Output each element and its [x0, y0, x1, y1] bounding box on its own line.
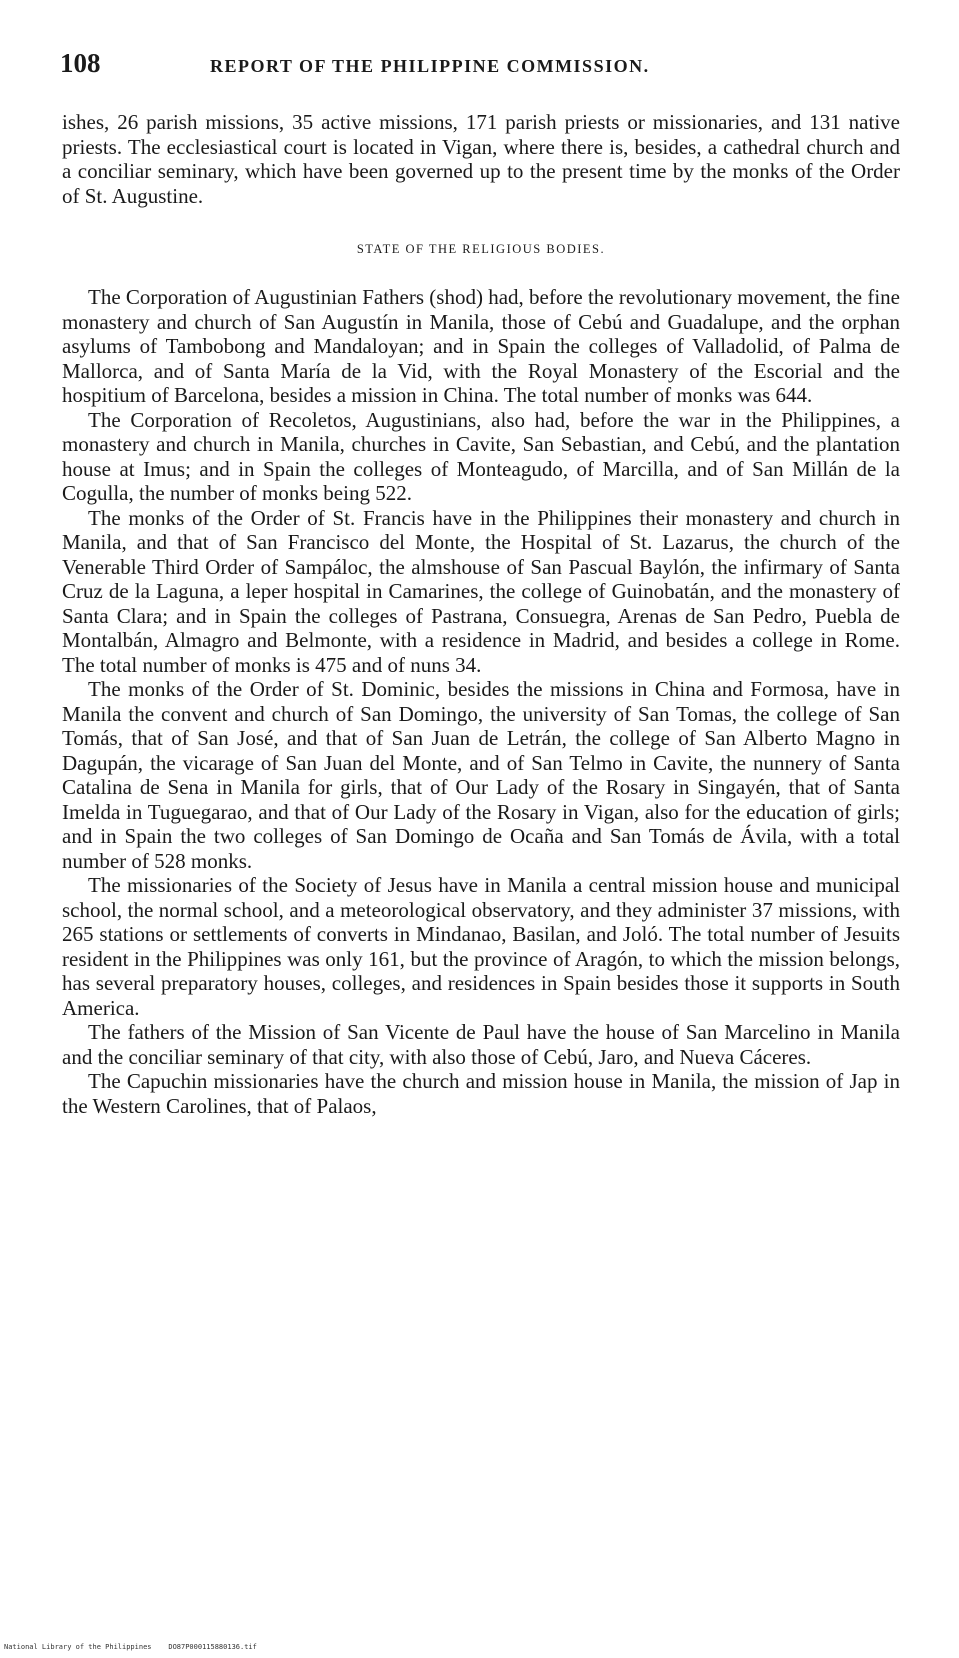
paragraph-dominicans: The monks of the Order of St. Dominic, besides the missions in China and Formosa, have in Manila the convent and church of San Domingo, the university of San Tomas, the college of San Tomás, that of San José, and that of San Juan de Letrán, the college of San Alberto Magno in Dagupán, the vicarage of San Juan del Monte, and of San Telmo in Cavite, the nunnery of Santa Catalina de Sena in Manila for girls, that of Our Lady of the Rosary in Singayén, that of Santa Imelda in Tuguegarao, and that of Our Lady of the Rosary in Vigan, also for the education of girls; and in Spain the two colleges of San Domingo de Ocaña and San Tomás de Ávila, with a total number of 528 monks. — [62, 677, 900, 873]
paragraph-jesuits: The missionaries of the Society of Jesus have in Manila a central mission house and municipal school, the normal school, and a meteorological observatory, and they administer 37 missions, with 265 stations or settlements of converts in Mindanao, Basilan, and Joló. The total number of Jesuits resident in the Philippines was only 161, but the province of Aragón, to which the mission belongs, has several preparatory houses, colleges, and residences in Spain besides those it supports in South America. — [62, 873, 900, 1020]
paragraph-augustinians: The Corporation of Augustinian Fathers (shod) had, before the revolutionary movement, the fine monastery and church of San Augustín in Manila, those of Cebú and Guadalupe, and the orphan asylums of Tambobong and Mandaloyan; and in Spain the colleges of Valladolid, of Palma de Mallorca, and of Santa María de la Vid, with the Royal Monastery of the Escorial and the hospitium of Barcelona, besides a mission in China. The total number of monks was 644. — [62, 285, 900, 407]
opening-paragraph: ishes, 26 parish missions, 35 active missions, 171 parish priests or missionaries, and 131 native priests. The ecclesiastical court is located in Vigan, where there is, besides, a cathedral church and a conciliar seminary, which have been governed up to the present time by the monks of the Order of St. Augustine. — [62, 110, 900, 208]
page-number: 108 — [60, 48, 101, 78]
running-head: REPORT OF THE PHILIPPINE COMMISSION. — [210, 56, 650, 76]
paragraph-vincentians: The fathers of the Mission of San Vicente de Paul have the house of San Marcelino in Manila and the conciliar seminary of that city, with also those of Cebú, Jaro, and Nueva Cáceres. — [62, 1020, 900, 1069]
scan-label: National Library of the Philippines DO87P000115880136.tif — [4, 1643, 257, 1651]
paragraph-franciscans: The monks of the Order of St. Francis have in the Philippines their monastery and church in Manila, and that of San Francisco del Monte, the Hospital of St. Lazarus, the church of the Venerable Third Order of Sampáloc, the almshouse of San Pascual Baylón, the infirmary of Santa Cruz de la Laguna, a leper hospital in Camarines, the college of Guinobatán, and the monastery of Santa Clara; and in Spain the colleges of Pastrana, Consuegra, Arenas de San Pedro, Puebla de Montalbán, Almagro and Belmonte, with a residence in Madrid, and besides a college in Rome. The total number of monks is 475 and of nuns 34. — [62, 505, 900, 677]
page-header — [60, 48, 900, 88]
paragraph-recoletos: The Corporation of Recoletos, Augustinians, also had, before the war in the Philippines, a monastery and church in Manila, churches in Cavite, San Sebastian, and Cebú, and the plantation house at Imus; and in Spain the colleges of Monteagudo, of Marcilla, and of San Millán de la Cogulla, the number of monks being 522. — [62, 407, 900, 505]
paragraph-capuchins: The Capuchin missionaries have the church and mission house in Manila, the mission of Jap in the Western Carolines, that of Palaos, — [62, 1069, 900, 1118]
page-body — [62, 110, 900, 1118]
section-heading: STATE OF THE RELIGIOUS BODIES. — [356, 242, 606, 256]
